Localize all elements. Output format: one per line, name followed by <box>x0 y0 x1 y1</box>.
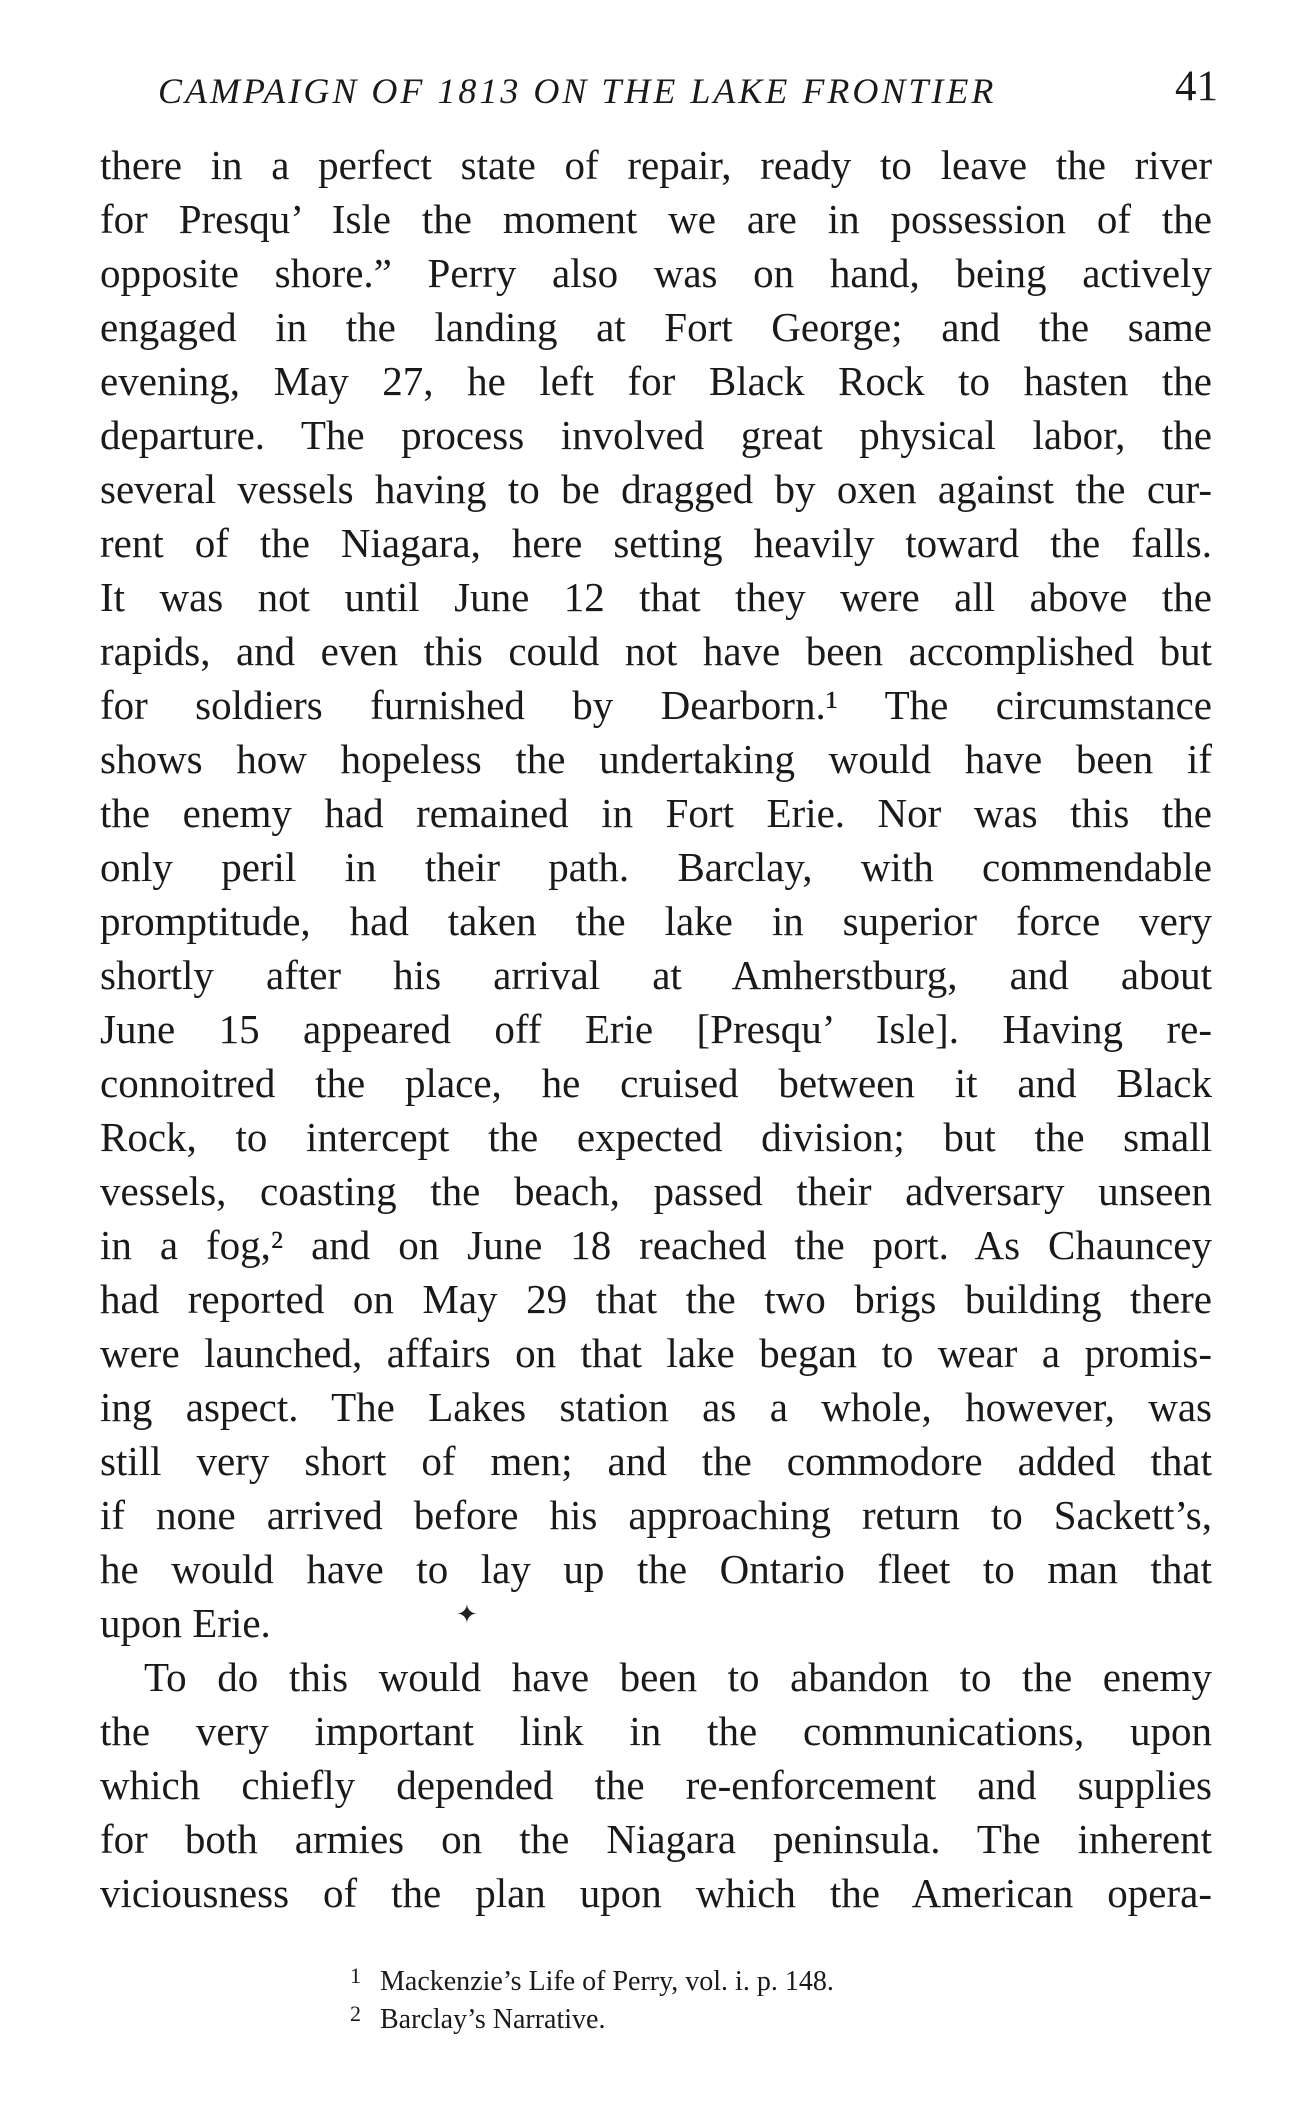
text-line: were launched, affairs on that lake began to wear a promis- <box>100 1330 1212 1376</box>
page-number: 41 <box>1175 63 1218 110</box>
text-line: had reported on May 29 that the two brigs building there <box>100 1276 1212 1322</box>
footnote-mark: 2 <box>350 2001 361 2026</box>
text-line: he would have to lay up the Ontario fleet to man that <box>100 1546 1212 1592</box>
text-line: for Presqu’ Isle the moment we are in possession of the <box>100 196 1212 242</box>
text-line: shortly after his arrival at Amherstburg, and about <box>100 952 1212 998</box>
footnote-text: Barclay’s Narrative. <box>380 2004 606 2035</box>
body-text <box>100 138 1212 1920</box>
text-line: viciousness of the plan upon which the American opera- <box>100 1870 1212 1916</box>
text-line: if none arrived before his approaching return to Sackett’s, <box>100 1492 1212 1538</box>
text-line: still very short of men; and the commodore added that <box>100 1438 1212 1484</box>
footnote <box>350 1957 1050 1995</box>
footnote-text: Mackenzie’s Life of Perry, vol. i. p. 148. <box>380 1966 834 1997</box>
running-head-title: CAMPAIGN OF 1813 ON THE LAKE FRONTIER <box>158 71 997 111</box>
text-line: there in a perfect state of repair, ready to leave the river <box>100 142 1212 188</box>
footnote-mark: 1 <box>350 1963 361 1988</box>
text-line: vessels, coasting the beach, passed their adversary unseen <box>100 1168 1212 1214</box>
text-line: ing aspect. The Lakes station as a whole, however, was <box>100 1384 1212 1430</box>
ink-mark: ✦ <box>456 1600 478 1629</box>
text-line: the enemy had remained in Fort Erie. Nor was this the <box>100 790 1212 836</box>
text-line: departure. The process involved great physical labor, the <box>100 412 1212 458</box>
footnotes <box>350 1957 1050 2033</box>
text-line: June 15 appeared off Erie [Presqu’ Isle]. Having re- <box>100 1006 1212 1052</box>
paragraph-start-line: To do this would have been to abandon to the enemy <box>144 1654 1212 1700</box>
text-line: several vessels having to be dragged by oxen against the cur- <box>100 466 1212 512</box>
text-line: engaged in the landing at Fort George; and the same <box>100 304 1212 350</box>
text-line: for soldiers furnished by Dearborn.¹ The circumstance <box>100 682 1212 728</box>
text-line: promptitude, had taken the lake in superior force very <box>100 898 1212 944</box>
text-line: opposite shore.” Perry also was on hand, being actively <box>100 250 1212 296</box>
running-head <box>158 62 1218 122</box>
text-line: It was not until June 12 that they were all above the <box>100 574 1212 620</box>
text-line: the very important link in the communications, upon <box>100 1708 1212 1754</box>
text-line: rapids, and even this could not have been accomplished but <box>100 628 1212 674</box>
text-line: only peril in their path. Barclay, with commendable <box>100 844 1212 890</box>
text-line: which chiefly depended the re-enforcement and supplies <box>100 1762 1212 1808</box>
text-line: Rock, to intercept the expected division; but the small <box>100 1114 1212 1160</box>
text-line: rent of the Niagara, here setting heavily toward the falls. <box>100 520 1212 566</box>
paragraph-end-line: upon Erie. <box>100 1600 271 1646</box>
text-line: connoitred the place, he cruised between it and Black <box>100 1060 1212 1106</box>
text-line: in a fog,² and on June 18 reached the port. As Chauncey <box>100 1222 1212 1268</box>
text-line: evening, May 27, he left for Black Rock to hasten the <box>100 358 1212 404</box>
text-line: shows how hopeless the undertaking would have been if <box>100 736 1212 782</box>
footnote <box>350 1995 1050 2033</box>
text-line: for both armies on the Niagara peninsula. The inherent <box>100 1816 1212 1862</box>
